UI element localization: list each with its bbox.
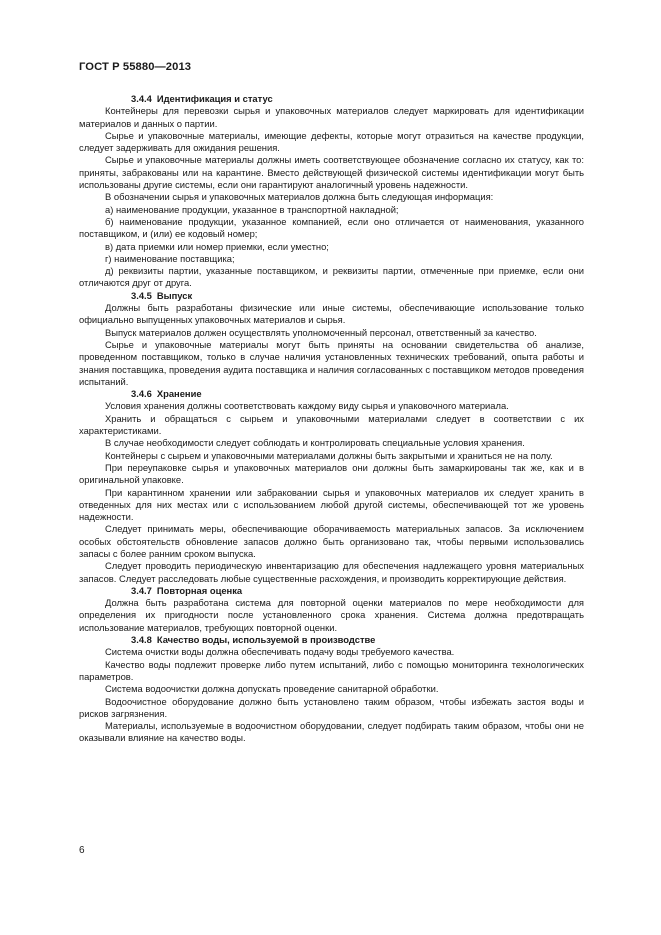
list-item: а) наименование продукции, указанное в транспортной накладной; — [105, 203, 399, 215]
paragraph: Должны быть разработаны физические или иные системы, обеспечивающие использование только официально выпущенных упаковочных материалов и сырья. — [79, 302, 584, 326]
page-number: 6 — [79, 845, 85, 856]
paragraph: Сырье и упаковочные материалы могут быть приняты на основании свидетельства об анализе, проведенном поставщиком, только в случае наличия установленных технических требований, опыта работы и знания поставщика, проведения аудита поставщика и наличия согласованных с поставщиком методов проведения испытаний. — [79, 338, 584, 387]
list-item: д) реквизиты партии, указанные поставщиком, и реквизиты партии, отмеченные при приемке, если они отличаются друг от друга. — [79, 265, 584, 289]
section-title: Качество воды, используемой в производстве — [156, 634, 376, 646]
section-title: Идентификация и статус — [156, 93, 273, 104]
paragraph: Сырье и упаковочные материалы, имеющие дефекты, которые могут отразиться на качестве продукции, следует задерживать для ожидания решения. — [79, 129, 584, 154]
list-item: в) дата приемки или номер приемки, если уместно; — [105, 240, 329, 252]
section-number: 3.4.4 — [131, 93, 152, 104]
paragraph: Система водоочистки должна допускать проведение санитарной обработки. — [105, 683, 439, 695]
section-number: 3.4.6 — [131, 388, 152, 400]
list-item: б) наименование продукции, указанное компанией, если оно отличается от наименования, указанного поставщиком, и (или) ее кодовый номер; — [79, 215, 584, 240]
paragraph: Условия хранения должны соответствовать каждому виду сырья и упаковочного материала. — [105, 400, 509, 412]
paragraph: Материалы, используемые в водоочистном оборудовании, следует подбирать таким образом, чтобы они не оказывали влияние на качество воды. — [79, 720, 584, 744]
paragraph: При карантинном хранении или забраковании сырья и упаковочных материалов их следует хранить в отведенных для них местах или с использованием любой другой системы, обеспечивающей тот же уровень надежности. — [79, 486, 584, 523]
section-title: Повторная оценка — [156, 584, 243, 596]
document-header: ГОСТ Р 55880—2013 — [79, 61, 192, 73]
paragraph: Должна быть разработана система для повторной оценки материалов по мере необходимости для определения их пригодности после установленного срока хранения. Система должна предотвращать использование материалов, требующих повторной оценки. — [79, 597, 584, 633]
paragraph: Выпуск материалов должен осуществлять уполномоченный персонал, ответственный за качество. — [105, 326, 537, 338]
paragraph: В обозначении сырья и упаковочных материалов должна быть следующая информация: — [105, 191, 494, 203]
document-body — [79, 93, 584, 745]
section-title: Выпуск — [156, 289, 193, 301]
paragraph: Сырье и упаковочные материалы должны иметь соответствующее обозначение согласно их статусу, как то: приняты, забракованы или на карантине. Вместо действующей физической системы идентификации могут быть использованы другие системы, если они гарантируют аналогичный уровень надежности. — [79, 154, 584, 191]
paragraph: Контейнеры с сырьем и упаковочными материалами должны быть закрытыми и храниться не на полу. — [105, 449, 553, 461]
section-heading-3-4-8 — [79, 634, 584, 646]
paragraph: В случае необходимости следует соблюдать и контролировать специальные условия хранения. — [105, 437, 525, 449]
section-number: 3.4.7 — [131, 584, 152, 596]
section-number: 3.4.5 — [131, 289, 152, 301]
paragraph: Контейнеры для перевозки сырья и упаковочных материалов следует маркировать для идентификации материалов и данных о партии. — [79, 105, 584, 129]
paragraph: Следует принимать меры, обеспечивающие оборачиваемость материальных запасов. За исключением особых обстоятельств обновление запасов должно быть организовано так, чтобы первыми использовались запасы с более ранним сроком выпуска. — [79, 523, 584, 559]
paragraph: Водоочистное оборудование должно быть установлено таким образом, чтобы избежать застоя воды и рисков загрязнения. — [79, 695, 584, 719]
section-heading-3-4-4 — [79, 93, 584, 105]
section-number: 3.4.8 — [131, 634, 152, 646]
paragraph: Следует проводить периодическую инвентаризацию для обеспечения надлежащего уровня материальных запасов. Следует расследовать любые существенные расхождения, и производить корректирующие действия. — [79, 560, 584, 584]
paragraph: Качество воды подлежит проверке либо путем испытаний, либо с помощью мониторинга технологических параметров. — [79, 658, 584, 682]
paragraph: Хранить и обращаться с сырьем и упаковочными материалами следует в соответствии с их характеристиками. — [79, 412, 584, 437]
section-title: Хранение — [156, 388, 202, 400]
section-heading-3-4-6 — [79, 388, 584, 400]
list-item: г) наименование поставщика; — [105, 252, 235, 264]
paragraph: При переупаковке сырья и упаковочных материалов они должны быть замаркированы так же, как и в оригинальной упаковке. — [79, 461, 584, 486]
section-heading-3-4-5 — [79, 290, 584, 302]
paragraph: Система очистки воды должна обеспечивать подачу воды требуемого качества. — [105, 646, 455, 658]
section-heading-3-4-7 — [79, 585, 584, 597]
